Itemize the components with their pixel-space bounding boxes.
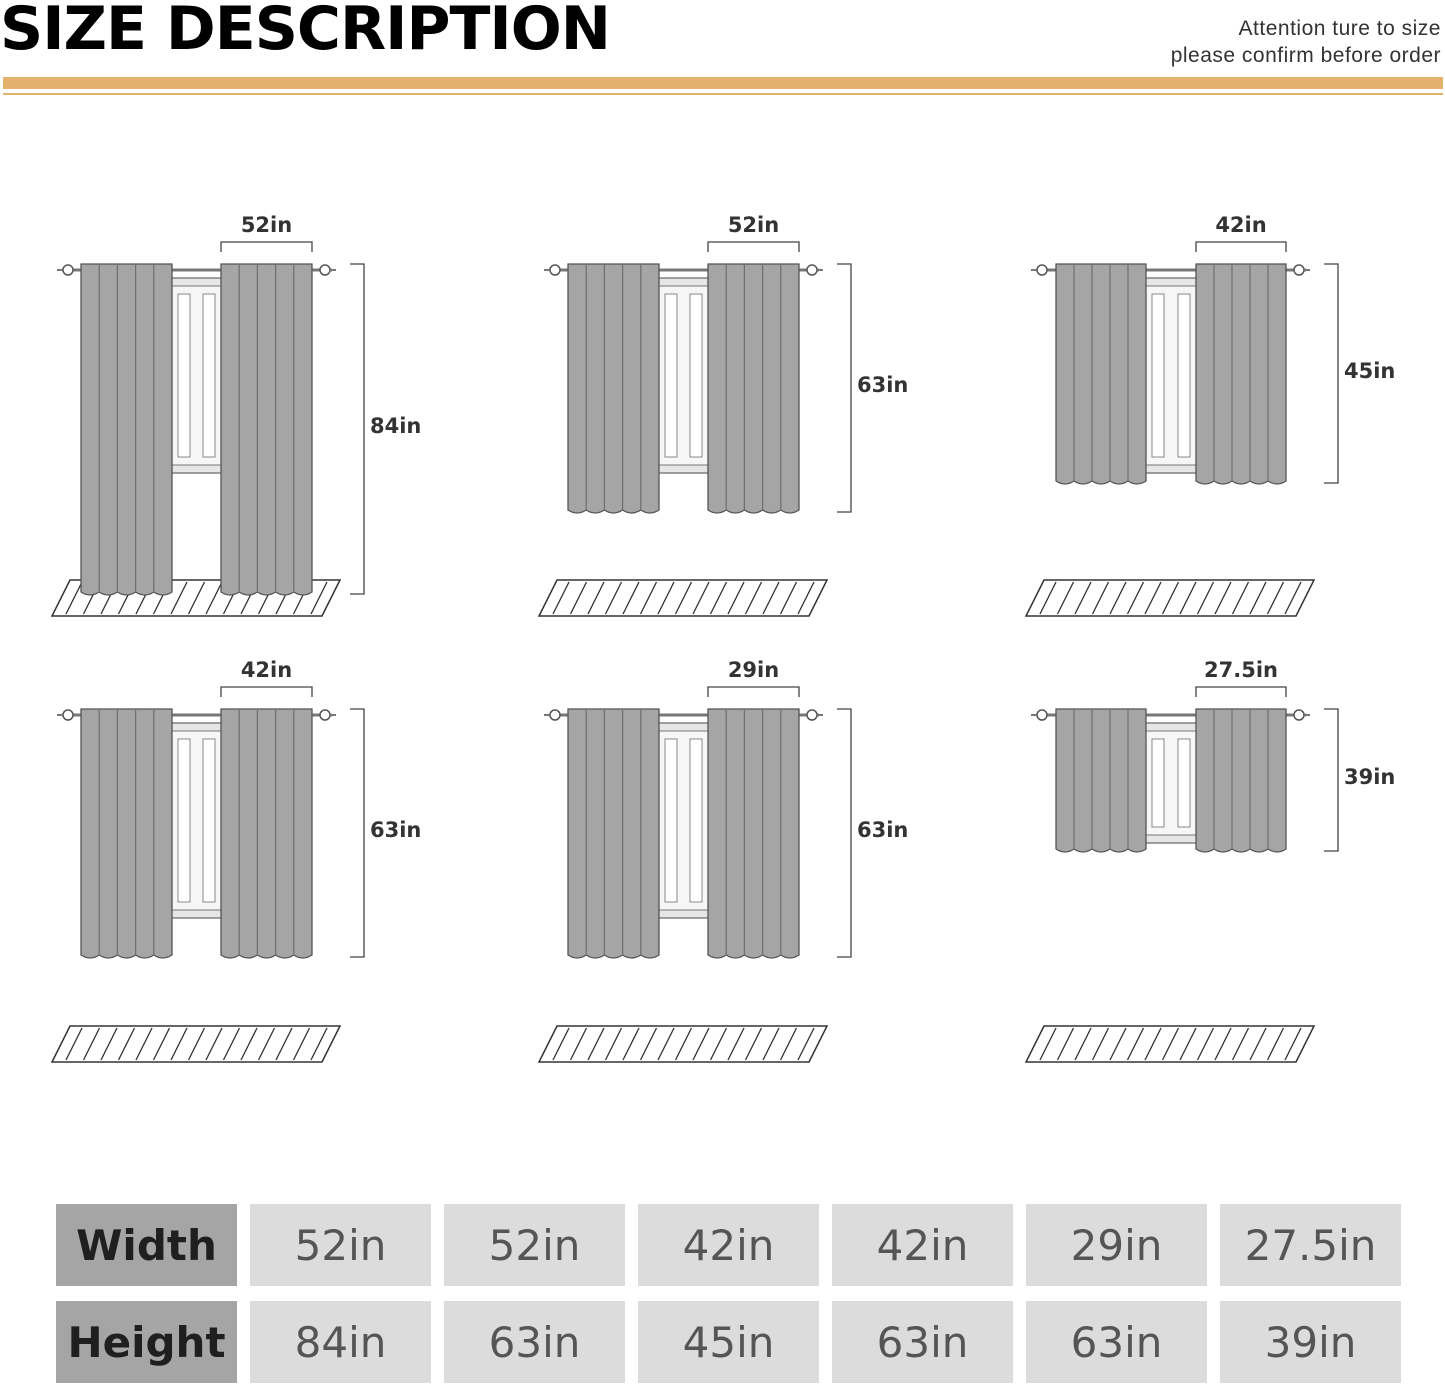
curtain-fabric [708,264,799,513]
curtain-left [1056,264,1146,484]
window-glass-right [690,294,702,457]
height-label-3: 45in [1344,358,1396,383]
height-cell-2: 63in [444,1301,625,1383]
rod-finial-left [63,265,73,275]
width-label-3: 42in [1215,213,1267,237]
width-row [56,1204,1401,1286]
window-glass-right [1178,739,1190,827]
height-label-1: 84in [370,414,422,438]
curtain-left [81,264,172,595]
height-label-6: 39in [1344,765,1396,789]
curtain-right [708,264,799,513]
rod-finial-left [550,710,560,720]
width-label-2: 52in [727,213,780,237]
rod-finial-left [1037,710,1047,720]
window-glass-left [1152,739,1164,827]
curtain-right [1196,709,1286,852]
height-bracket [837,709,851,957]
curtain-left [81,709,172,958]
rod-finial-right [807,710,817,720]
width-label-6: 27.5in [1204,658,1278,682]
height-bracket [837,264,851,512]
size-table [43,1189,1414,1398]
floor-hatch [539,1026,827,1062]
curtain-fabric [568,264,659,513]
curtain-panel-3 [1026,242,1338,616]
attention-line-1: Attention ture to size [1238,17,1441,40]
window-glass-left [178,294,190,457]
width-cell-3: 42in [638,1204,819,1286]
width-cell-4: 42in [832,1204,1013,1286]
rod-finial-right [1294,265,1304,275]
height-cell-5: 63in [1026,1301,1207,1383]
curtain-panel-2 [539,242,851,616]
height-label-4: 63in [370,818,422,842]
curtain-right [221,264,312,595]
height-cell-6: 39in [1220,1301,1401,1383]
curtain-right [1196,264,1286,484]
window-glass-left [665,739,677,902]
window-glass-right [690,739,702,902]
curtain-panel-4 [52,687,364,1062]
width-cell-6: 27.5in [1220,1204,1401,1286]
curtain-fabric [1196,264,1286,484]
width-bracket [221,687,312,697]
curtain-fabric [708,709,799,958]
window-glass-right [1178,294,1190,457]
curtain-fabric [81,709,172,958]
curtain-left [1056,709,1146,852]
width-bracket [708,242,799,252]
rod-finial-left [550,265,560,275]
curtain-fabric [1056,709,1146,852]
curtain-left [568,709,659,958]
width-header: Width [56,1204,237,1286]
window-glass-right [203,739,215,902]
rod-finial-right [320,265,330,275]
rod-finial-left [1037,265,1047,275]
attention-line-2: please confirm before order [1170,44,1441,67]
width-bracket [1196,242,1286,252]
width-label-5: 29in [727,658,780,682]
curtain-fabric [221,709,312,958]
page-title: SIZE DESCRIPTION [0,0,610,64]
rod-finial-right [807,265,817,275]
curtain-right [708,709,799,958]
rod-finial-left [63,710,73,720]
width-cell-5: 29in [1026,1204,1207,1286]
rod-finial-right [320,710,330,720]
window-glass-right [203,294,215,457]
height-bracket [1324,264,1338,483]
curtain-fabric [81,264,172,595]
window-glass-left [665,294,677,457]
floor-hatch [52,1026,340,1062]
width-label-1: 52in [240,213,293,237]
floor-hatch [1026,1026,1314,1062]
height-label-5: 63in [857,818,909,842]
width-bracket [221,242,312,252]
height-bracket [1324,709,1338,851]
rod-finial-right [1294,710,1304,720]
curtain-fabric [221,264,312,595]
width-label-4: 42in [240,658,293,682]
floor-hatch [539,580,827,616]
height-cell-4: 63in [832,1301,1013,1383]
width-bracket [1196,687,1286,697]
height-label-2: 63in [857,373,909,397]
height-cell-3: 45in [638,1301,819,1383]
height-bracket [350,264,364,594]
floor-hatch [1026,580,1314,616]
height-cell-1: 84in [250,1301,431,1383]
width-cell-1: 52in [250,1204,431,1286]
curtain-panel-1 [52,242,364,616]
curtain-panel-6 [1026,687,1338,1062]
window-glass-left [178,739,190,902]
width-bracket [708,687,799,697]
curtain-panel-5 [539,687,851,1062]
curtain-right [221,709,312,958]
curtain-left [568,264,659,513]
height-bracket [350,709,364,957]
curtain-fabric [568,709,659,958]
width-cell-2: 52in [444,1204,625,1286]
curtain-fabric [1056,264,1146,484]
height-header: Height [56,1301,237,1383]
curtain-fabric [1196,709,1286,852]
height-row [56,1301,1401,1383]
window-glass-left [1152,294,1164,457]
